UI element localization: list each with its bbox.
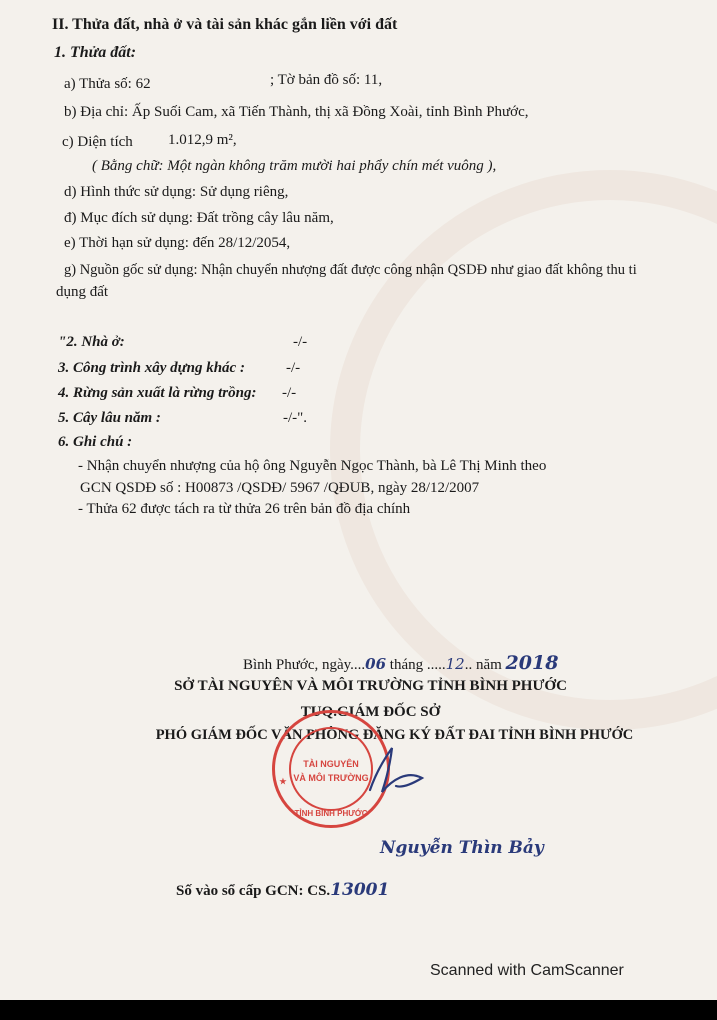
asset-house-label: "2. Nhà ở: — [58, 334, 125, 350]
seal-inner-ring — [289, 727, 373, 811]
date-year-label: .. năm — [464, 657, 506, 673]
origin-line-1: g) Nguồn gốc sử dụng: Nhận chuyển nhượng đất được công nhận QSDĐ như giao đất không thu ti — [64, 262, 637, 278]
asset-forest-value: -/- — [282, 385, 297, 401]
camscanner-watermark: Scanned with CamScanner — [430, 962, 624, 979]
notes-heading: 6. Ghi chú : — [58, 434, 133, 450]
signer-role: PHÓ GIÁM ĐỐC VĂN PHÒNG ĐĂNG KÝ ĐẤT ĐAI TỈNH BÌNH PHƯỚC — [155, 727, 634, 743]
date-month-label: tháng ..... — [386, 657, 446, 673]
land-address: b) Địa chỉ: Ấp Suối Cam, xã Tiến Thành, thị xã Đồng Xoài, tỉnh Bình Phước, — [64, 104, 529, 120]
note-line-1: - Nhận chuyển nhượng của hộ ông Nguyễn Ngọc Thành, bà Lê Thị Minh theo — [78, 458, 547, 474]
asset-forest-label: 4. Rừng sản xuất là rừng trồng: — [58, 385, 257, 401]
origin-line-2: dụng đất — [56, 284, 109, 300]
map-sheet-number: ; Tờ bản đồ số: 11, — [270, 72, 383, 88]
registry-number — [176, 880, 389, 900]
use-purpose: đ) Mục đích sử dụng: Đất trồng cây lâu năm, — [64, 210, 334, 226]
date-prefix: Bình Phước, ngày.... — [243, 657, 366, 673]
registry-value: 13001 — [330, 880, 390, 900]
asset-construction-label: 3. Công trình xây dựng khác : — [58, 360, 245, 376]
use-term: e) Thời hạn sử dụng: đến 28/12/2054, — [64, 235, 291, 251]
registry-label: Số vào sổ cấp GCN: CS. — [176, 883, 331, 899]
proxy-title: TUQ.GIÁM ĐỐC SỞ — [300, 704, 441, 720]
seal-star-icon: ★ — [279, 777, 287, 786]
seal-text-2: VÀ MÔI TRƯỜNG — [293, 773, 369, 783]
asset-construction-value: -/- — [286, 360, 301, 376]
seal-text-3: TỈNH BÌNH PHƯỚC — [294, 809, 368, 818]
seal-text-1: TÀI NGUYÊN — [303, 759, 359, 769]
handwritten-signature — [362, 740, 432, 800]
bottom-bar — [0, 1000, 717, 1020]
signer-name: Nguyễn Thìn Bảy — [380, 838, 544, 858]
parcel-number: a) Thửa số: 62 — [64, 76, 151, 92]
asset-house-value: -/- — [293, 334, 308, 350]
asset-perennial-value: -/-". — [283, 410, 308, 426]
area-value: 1.012,9 m², — [168, 132, 237, 148]
use-form: d) Hình thức sử dụng: Sử dụng riêng, — [64, 184, 289, 200]
date-year: 2018 — [505, 652, 559, 674]
asset-perennial-label: 5. Cây lâu năm : — [58, 410, 161, 426]
land-heading: 1. Thửa đất: — [54, 44, 137, 61]
area-label: c) Diện tích — [62, 134, 133, 150]
agency-name: SỞ TÀI NGUYÊN VÀ MÔI TRƯỜNG TỈNH BÌNH PHƯỚC — [174, 678, 567, 694]
signing-date — [243, 652, 558, 674]
date-day: 06 — [365, 655, 387, 673]
note-line-3: - Thửa 62 được tách ra từ thửa 26 trên bản đồ địa chính — [78, 501, 411, 517]
note-line-2: GCN QSDĐ số : H00873 /QSDĐ/ 5967 /QĐUB, ngày 28/12/2007 — [80, 480, 480, 496]
area-in-words: ( Bằng chữ: Một ngàn không trăm mười hai phẩy chín mét vuông ), — [92, 158, 497, 174]
section-title: II. Thửa đất, nhà ở và tài sản khác gắn liền với đất — [52, 16, 398, 33]
watermark-emblem — [330, 170, 717, 730]
date-month: 12 — [445, 655, 465, 673]
